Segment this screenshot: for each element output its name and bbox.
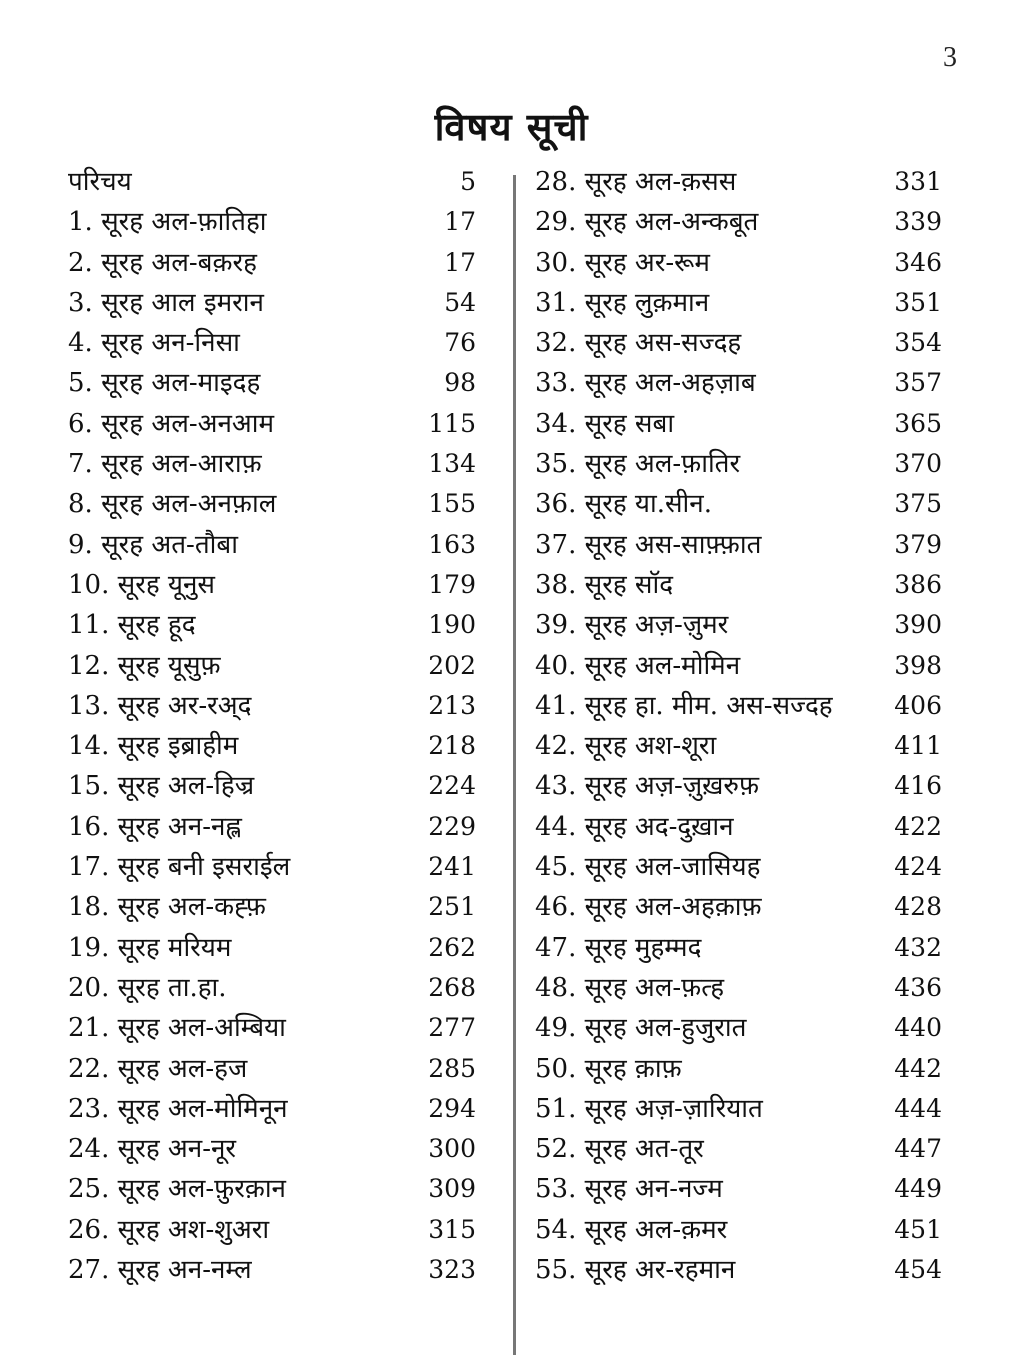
toc-entry bbox=[535, 162, 942, 202]
toc-entry bbox=[68, 323, 476, 363]
toc-entry-title: 8. सूरह अल-अनफ़ाल bbox=[68, 489, 277, 520]
toc-entry bbox=[535, 887, 942, 927]
toc-entry bbox=[535, 565, 942, 605]
toc-entry-title: 53. सूरह अन-नज्म bbox=[535, 1174, 723, 1205]
toc-entry bbox=[68, 1089, 476, 1129]
toc-entry-page: 444 bbox=[894, 1093, 942, 1123]
toc-entry-page: 213 bbox=[428, 690, 476, 720]
toc-entry bbox=[68, 283, 476, 323]
toc-entry-page: 440 bbox=[894, 1013, 942, 1043]
column-divider bbox=[513, 175, 516, 1355]
toc-entry-title: 49. सूरह अल-हुजुरात bbox=[535, 1013, 747, 1044]
toc-entry-title: 50. सूरह क़ाफ़ bbox=[535, 1053, 682, 1084]
toc-entry-title: 41. सूरह हा. मीम. अस-सज्दह bbox=[535, 690, 833, 721]
toc-entry bbox=[535, 968, 942, 1008]
toc-entry bbox=[68, 484, 476, 524]
toc-entry-page: 315 bbox=[428, 1214, 476, 1244]
toc-entry bbox=[535, 1169, 942, 1209]
toc-entry-page: 351 bbox=[894, 287, 942, 317]
toc-entry-page: 309 bbox=[428, 1174, 476, 1204]
toc-entry-title: 18. सूरह अल-कह्फ़ bbox=[68, 892, 266, 923]
toc-entry bbox=[68, 968, 476, 1008]
toc-entry-page: 54 bbox=[444, 287, 476, 317]
toc-entry-page: 346 bbox=[894, 247, 942, 277]
toc-entry-page: 277 bbox=[428, 1013, 476, 1043]
toc-entry-page: 432 bbox=[894, 932, 942, 962]
toc-entry-page: 365 bbox=[894, 408, 942, 438]
toc-entry-page: 442 bbox=[894, 1053, 942, 1083]
toc-entry-page: 262 bbox=[428, 932, 476, 962]
toc-entry-title: 46. सूरह अल-अहक़ाफ़ bbox=[535, 892, 762, 923]
toc-entry bbox=[68, 243, 476, 283]
toc-entry-title: 15. सूरह अल-हिज्र bbox=[68, 771, 255, 802]
toc-entry-page: 424 bbox=[894, 852, 942, 882]
toc-entry-page: 357 bbox=[894, 368, 942, 398]
toc-entry bbox=[68, 444, 476, 484]
toc-entry-page: 436 bbox=[894, 972, 942, 1002]
toc-entry-page: 285 bbox=[428, 1053, 476, 1083]
toc-entry-title: 23. सूरह अल-मोमिनून bbox=[68, 1093, 288, 1124]
toc-entry-page: 190 bbox=[428, 610, 476, 640]
toc-entry bbox=[68, 766, 476, 806]
toc-entry-page: 5 bbox=[460, 167, 476, 196]
toc-entry-title: 33. सूरह अल-अहज़ाब bbox=[535, 368, 756, 399]
toc-entry-page: 218 bbox=[428, 731, 476, 761]
toc-entry bbox=[535, 686, 942, 726]
toc-entry bbox=[68, 404, 476, 444]
toc-entry-page: 386 bbox=[894, 569, 942, 599]
toc-entry-title: 17. सूरह बनी इसराईल bbox=[68, 852, 291, 883]
toc-entry-title: 34. सूरह सबा bbox=[535, 408, 675, 439]
toc-entry-page: 375 bbox=[894, 489, 942, 519]
toc-entry-title: 5. सूरह अल-माइदह bbox=[68, 368, 261, 399]
toc-entry bbox=[535, 766, 942, 806]
toc-entry-page: 294 bbox=[428, 1093, 476, 1123]
toc-entry-page: 379 bbox=[894, 529, 942, 559]
toc-entry-title: 42. सूरह अश-शूरा bbox=[535, 731, 717, 762]
toc-entry bbox=[68, 525, 476, 565]
toc-entry-page: 202 bbox=[428, 650, 476, 680]
toc-entry bbox=[535, 1008, 942, 1048]
toc-entry bbox=[535, 928, 942, 968]
toc-entry-title: 21. सूरह अल-अम्बिया bbox=[68, 1013, 286, 1044]
toc-entry bbox=[68, 605, 476, 645]
toc-entry-page: 323 bbox=[428, 1255, 476, 1285]
toc-entry bbox=[535, 807, 942, 847]
toc-entry-page: 224 bbox=[428, 771, 476, 801]
toc-entry bbox=[535, 484, 942, 524]
toc-entry-page: 339 bbox=[894, 207, 942, 237]
toc-entry-page: 398 bbox=[894, 650, 942, 680]
toc-entry bbox=[68, 847, 476, 887]
toc-entry-page: 179 bbox=[428, 569, 476, 599]
toc-entry-title: 55. सूरह अर-रहमान bbox=[535, 1255, 736, 1286]
toc-entry bbox=[535, 1250, 942, 1290]
toc-entry-title: 12. सूरह यूसुफ़ bbox=[68, 650, 221, 681]
toc-entry bbox=[68, 686, 476, 726]
toc-entry bbox=[535, 1049, 942, 1089]
toc-entry-title: 32. सूरह अस-सज्दह bbox=[535, 328, 742, 359]
toc-entry-title: 14. सूरह इब्राहीम bbox=[68, 731, 239, 762]
toc-entry bbox=[68, 1129, 476, 1169]
toc-entry-title: 19. सूरह मरियम bbox=[68, 932, 232, 963]
toc-entry-title: परिचय bbox=[68, 167, 132, 197]
toc-entry-page: 422 bbox=[894, 811, 942, 841]
page-number: 3 bbox=[943, 42, 957, 73]
toc-entry bbox=[535, 1210, 942, 1250]
toc-entry-page: 17 bbox=[444, 247, 476, 277]
toc-entry-page: 17 bbox=[444, 207, 476, 237]
toc-entry-page: 98 bbox=[444, 368, 476, 398]
toc-entry-page: 251 bbox=[428, 892, 476, 922]
toc-entry-page: 241 bbox=[428, 852, 476, 882]
toc-entry bbox=[535, 1089, 942, 1129]
toc-entry bbox=[68, 807, 476, 847]
toc-entry-title: 47. सूरह मुहम्मद bbox=[535, 932, 702, 963]
toc-entry bbox=[535, 444, 942, 484]
toc-entry-title: 9. सूरह अत-तौबा bbox=[68, 529, 238, 560]
toc-entry-title: 39. सूरह अज़-ज़ुमर bbox=[535, 610, 729, 641]
toc-entry bbox=[535, 646, 942, 686]
toc-entry-page: 155 bbox=[428, 489, 476, 519]
toc-entry bbox=[68, 565, 476, 605]
toc-entry-title: 1. सूरह अल-फ़ातिहा bbox=[68, 207, 267, 238]
toc-entry-page: 163 bbox=[428, 529, 476, 559]
page-title: विषय सूची bbox=[434, 105, 589, 149]
toc-entry-title: 38. सूरह सॉद bbox=[535, 569, 674, 600]
toc-entry-title: 7. सूरह अल-आराफ़ bbox=[68, 449, 262, 480]
toc-entry bbox=[535, 726, 942, 766]
toc-entry bbox=[68, 887, 476, 927]
toc-entry-title: 22. सूरह अल-हज bbox=[68, 1053, 248, 1084]
toc-entry-title: 45. सूरह अल-जासियह bbox=[535, 852, 761, 883]
toc-left-column bbox=[68, 162, 476, 1290]
toc-entry-page: 416 bbox=[894, 771, 942, 801]
toc-entry-title: 25. सूरह अल-फ़ुरक़ान bbox=[68, 1174, 286, 1205]
toc-entry bbox=[535, 283, 942, 323]
toc-entry-title: 28. सूरह अल-क़सस bbox=[535, 167, 737, 197]
toc-entry bbox=[68, 162, 476, 202]
toc-entry-title: 27. सूरह अन-नम्ल bbox=[68, 1255, 252, 1286]
toc-entry-title: 35. सूरह अल-फ़ातिर bbox=[535, 449, 741, 480]
toc-entry-title: 40. सूरह अल-मोमिन bbox=[535, 650, 741, 681]
toc-entry-title: 29. सूरह अल-अन्कबूत bbox=[535, 207, 759, 238]
toc-entry bbox=[68, 928, 476, 968]
toc-entry-title: 54. सूरह अल-क़मर bbox=[535, 1214, 728, 1245]
toc-entry bbox=[535, 404, 942, 444]
toc-entry-title: 10. सूरह यूनुस bbox=[68, 569, 215, 600]
toc-entry-page: 451 bbox=[894, 1214, 942, 1244]
toc-entry-title: 20. सूरह ता.हा. bbox=[68, 972, 227, 1003]
toc-entry bbox=[68, 202, 476, 242]
toc-entry bbox=[68, 1169, 476, 1209]
toc-entry bbox=[535, 605, 942, 645]
toc-entry bbox=[68, 1049, 476, 1089]
toc-entry-title: 6. सूरह अल-अनआम bbox=[68, 408, 275, 439]
toc-entry-page: 300 bbox=[428, 1134, 476, 1164]
toc-entry bbox=[535, 1129, 942, 1169]
toc-entry-title: 52. सूरह अत-तूर bbox=[535, 1134, 704, 1165]
toc-entry-page: 370 bbox=[894, 449, 942, 479]
toc-entry-page: 454 bbox=[894, 1255, 942, 1285]
toc-entry bbox=[535, 363, 942, 403]
toc-entry bbox=[68, 646, 476, 686]
toc-entry-title: 13. सूरह अर-रअ्द bbox=[68, 690, 252, 721]
toc-entry-page: 428 bbox=[894, 892, 942, 922]
toc-entry-page: 331 bbox=[894, 167, 942, 196]
toc-entry-page: 76 bbox=[444, 328, 476, 358]
toc-entry-page: 449 bbox=[894, 1174, 942, 1204]
toc-entry bbox=[68, 726, 476, 766]
toc-entry bbox=[68, 1210, 476, 1250]
toc-entry-page: 411 bbox=[894, 731, 942, 761]
toc-entry bbox=[535, 323, 942, 363]
toc-entry-page: 268 bbox=[428, 972, 476, 1002]
toc-entry-page: 115 bbox=[428, 408, 476, 438]
toc-entry-page: 447 bbox=[894, 1134, 942, 1164]
toc-entry-title: 30. सूरह अर-रूम bbox=[535, 247, 710, 278]
toc-entry-title: 48. सूरह अल-फ़त्ह bbox=[535, 972, 725, 1003]
toc-entry-title: 44. सूरह अद-दुख़ान bbox=[535, 811, 734, 842]
toc-entry-title: 3. सूरह आल इमरान bbox=[68, 287, 264, 318]
toc-entry-title: 24. सूरह अन-नूर bbox=[68, 1134, 237, 1165]
toc-entry-title: 31. सूरह लुक़मान bbox=[535, 287, 710, 318]
toc-entry-page: 354 bbox=[894, 328, 942, 358]
toc-entry bbox=[535, 847, 942, 887]
toc-entry bbox=[68, 1250, 476, 1290]
toc-entry bbox=[535, 525, 942, 565]
toc-entry-title: 4. सूरह अन-निसा bbox=[68, 328, 240, 359]
toc-entry bbox=[68, 1008, 476, 1048]
toc-entry-title: 36. सूरह या.सीन. bbox=[535, 489, 712, 520]
toc-right-column bbox=[535, 162, 942, 1290]
toc-entry-title: 26. सूरह अश-शुअरा bbox=[68, 1214, 270, 1245]
toc-entry-title: 43. सूरह अज़-ज़ुख़रुफ़ bbox=[535, 771, 759, 802]
toc-entry-title: 11. सूरह हूद bbox=[68, 610, 196, 641]
toc-entry bbox=[535, 202, 942, 242]
toc-entry-page: 229 bbox=[428, 811, 476, 841]
toc-entry bbox=[535, 243, 942, 283]
toc-entry-page: 134 bbox=[428, 449, 476, 479]
toc-entry-title: 16. सूरह अन-नह्ल bbox=[68, 811, 242, 842]
toc-entry-title: 37. सूरह अस-साफ़्फ़ात bbox=[535, 529, 762, 560]
toc-entry bbox=[68, 363, 476, 403]
toc-entry-page: 406 bbox=[894, 690, 942, 720]
toc-entry-page: 390 bbox=[894, 610, 942, 640]
toc-entry-title: 2. सूरह अल-बक़रह bbox=[68, 247, 257, 278]
toc-entry-title: 51. सूरह अज़-ज़ारियात bbox=[535, 1093, 763, 1124]
